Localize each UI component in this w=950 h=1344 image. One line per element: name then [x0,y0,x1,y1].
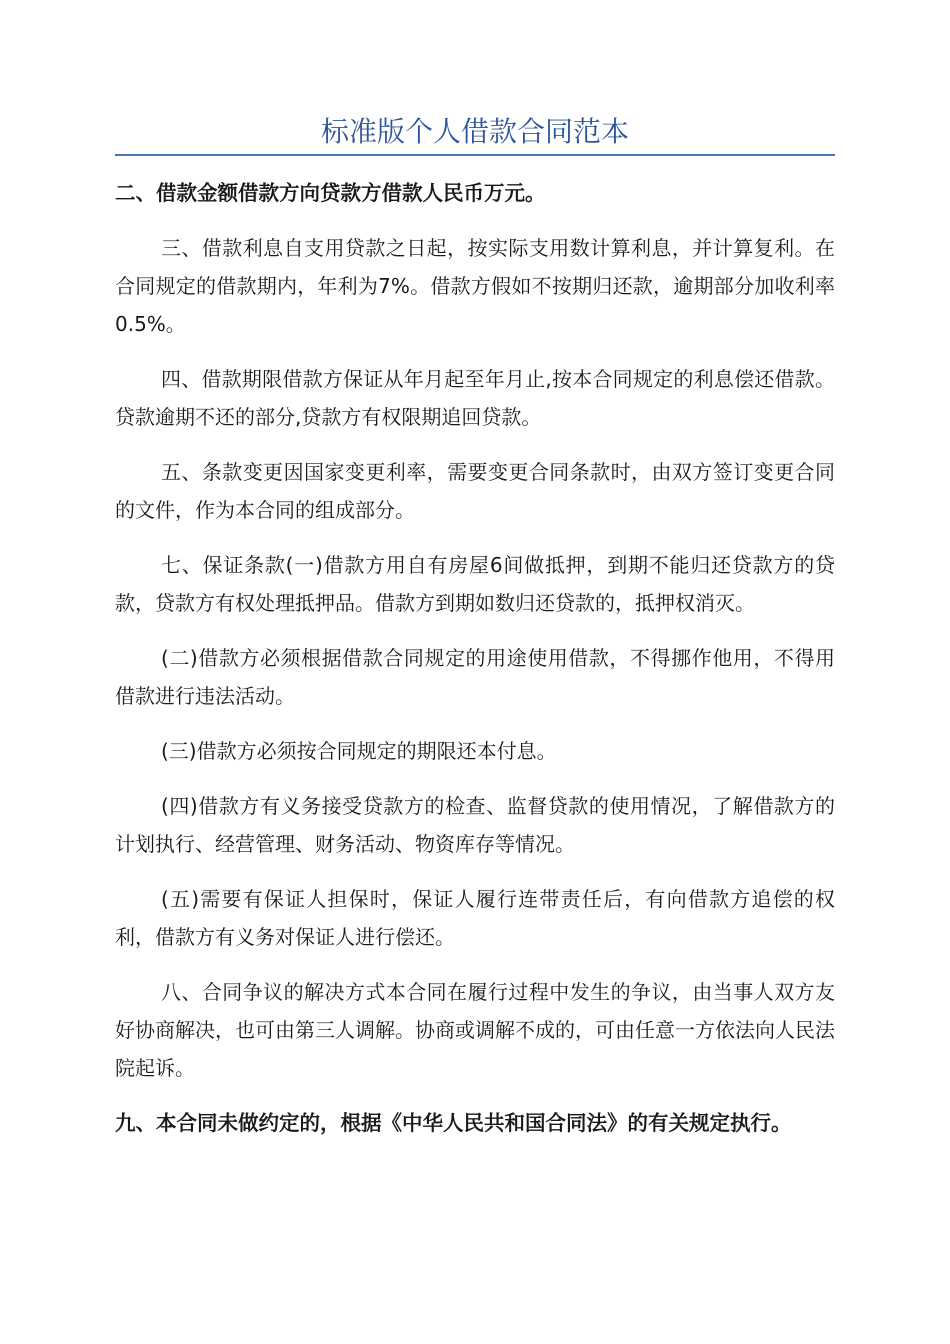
clause-3-interest: 三、借款利息自支用贷款之日起，按实际支用数计算利息，并计算复利。在合同规定的借款期内，年利为7%。借款方假如不按期归还款，逾期部分加收利率0.5%。 [115,236,835,336]
clause-7-item-2: (二)借款方必须根据借款合同规定的用途使用借款，不得挪作他用，不得用借款进行违法活动。 [115,646,835,708]
clause-5-amendment: 五、条款变更因国家变更利率，需要变更合同条款时，由双方签订变更合同的文件，作为本合同的组成部分。 [115,460,835,522]
clause-7-item-4: (四)借款方有义务接受贷款方的检查、监督贷款的使用情况，了解借款方的计划执行、经营管理、财务活动、物资库存等情况。 [115,794,835,856]
clause-7-item-5: (五)需要有保证人担保时，保证人履行连带责任后，有向借款方追偿的权利，借款方有义务对保证人进行偿还。 [115,887,835,949]
document-body [115,174,835,1159]
title-underline [115,154,835,156]
clause-9-other: 九、本合同未做约定的，根据《中华人民共和国合同法》的有关规定执行。 [115,1111,792,1135]
clause-8-dispute: 八、合同争议的解决方式本合同在履行过程中发生的争议，由当事人双方友好协商解决，也可由第三人调解。协商或调解不成的，可由任意一方依法向人民法院起诉。 [115,980,835,1080]
clause-4-term: 四、借款期限借款方保证从年月起至年月止,按本合同规定的利息偿还借款。贷款逾期不还的部分,贷款方有权限期追回贷款。 [115,367,835,429]
document-title: 标准版个人借款合同范本 [320,115,629,148]
clause-7-guarantee: 七、保证条款(一)借款方用自有房屋6间做抵押，到期不能归还贷款方的贷款，贷款方有权处理抵押品。借款方到期如数归还贷款的，抵押权消灭。 [115,553,835,615]
clause-2-loan-amount: 二、借款金额借款方向贷款方借款人民币万元。 [115,181,546,205]
clause-7-item-3: (三)借款方必须按合同规定的期限还本付息。 [161,739,557,763]
